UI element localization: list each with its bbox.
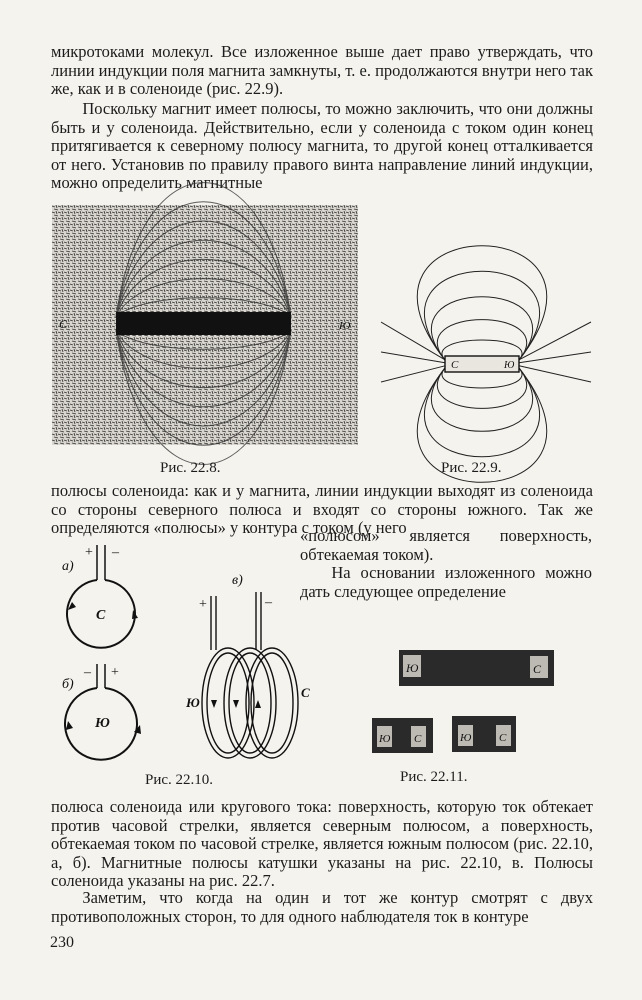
fig10-v-plus: + <box>199 597 207 612</box>
fig10-b-label: б) <box>62 677 74 692</box>
fig10-a-plus: + <box>85 545 93 560</box>
fig10-a-label: а) <box>62 559 74 574</box>
fig11-big-left: Ю <box>406 661 419 675</box>
fig9-axis-line <box>381 322 591 360</box>
paragraph-6 <box>51 889 593 926</box>
paragraph-5 <box>51 798 593 891</box>
side-text-2: На основании изложенного можно дать следующее определение <box>300 563 592 601</box>
fig10-v-left-label: Ю <box>186 695 200 710</box>
fig9-field-line <box>417 246 546 360</box>
fig9-field-line <box>424 271 539 360</box>
page-number: 230 <box>50 934 74 951</box>
side-text <box>300 527 592 601</box>
fig10-a-center: С <box>96 608 106 623</box>
figure-22-11 <box>368 650 558 760</box>
figure-22-8 <box>52 205 358 455</box>
fig10-v-minus: – <box>265 595 272 610</box>
paragraph-6-text: Заметим, что когда на один и тот же контур смотрят с двух противоположных сторон, то для одного наблюдателя ток в контуре <box>51 888 593 926</box>
paragraph-2-text: Поскольку магнит имеет полюсы, то можно заключить, что они должны быть и у соленоида. Действительно, если у соленоида с током один конец притягивается к северному полюсу магнита, то другой конец отталкивается от него. Установив по правилу правого винта направление линий индукции, можно определить магнитные <box>51 99 593 193</box>
fig9-south-label: Ю <box>504 360 515 371</box>
fig11-small1-right: С <box>414 733 422 745</box>
fig9-field-line <box>424 368 539 457</box>
fig10-a-minus: – <box>112 545 119 560</box>
fig10-b-minus: – <box>84 665 91 680</box>
fig11-small2-right: С <box>499 732 507 744</box>
paragraph-1 <box>51 43 593 99</box>
figure-22-10 <box>52 540 310 765</box>
fig10-v-right-label: С <box>301 685 310 700</box>
fig8-south-label: Ю <box>339 320 351 332</box>
fig11-small1-left: Ю <box>379 733 391 745</box>
side-text-1: «полюсом» является поверхность, обтекаемая током). <box>300 526 592 564</box>
caption-fig-22-10: Рис. 22.10. <box>145 772 214 788</box>
paragraph-1-text: микротоками молекул. Все изложенное выше дает право утверждать, что линии индукции поля магнита замкнуты, т. е. продолжаются внутри него так же, как и в соленоиде (рис. 22.9). <box>51 42 594 99</box>
caption-fig-22-11: Рис. 22.11. <box>400 769 468 785</box>
caption-fig-22-9: Рис. 22.9. <box>441 460 502 476</box>
fig9-north-label: С <box>451 359 459 371</box>
paragraph-5-text: полюса соленоида или кругового тока: поверхность, которую ток обтекает против часовой стрелки, является северным полюсом, а поверхность, обтекаемая током по часовой стрелке, является южным полюсом (рис. 22.10, а, б). Магнитные полюсы катушки указаны на рис. 22.10, в. Полюсы соленоида указаны на рис. 22.7. <box>51 797 593 891</box>
figure-22-9 <box>381 270 591 460</box>
fig8-north-label: С <box>59 317 68 331</box>
fig11-small2-left: Ю <box>460 732 472 744</box>
fig11-big-right: С <box>533 662 542 676</box>
fig10-v-label: в) <box>232 573 243 588</box>
fig10-b-plus: + <box>111 665 119 680</box>
paragraph-3-text: полюсы соленоида: как и у магнита, линии индукции выходят из соленоида со стороны северного полюса и входят со стороны южного. Так же определяются «полюсы» у контура с током (у него <box>51 481 593 538</box>
paragraph-2 <box>51 100 593 193</box>
caption-fig-22-8: Рис. 22.8. <box>160 460 221 476</box>
fig10-b-center: Ю <box>95 716 110 731</box>
